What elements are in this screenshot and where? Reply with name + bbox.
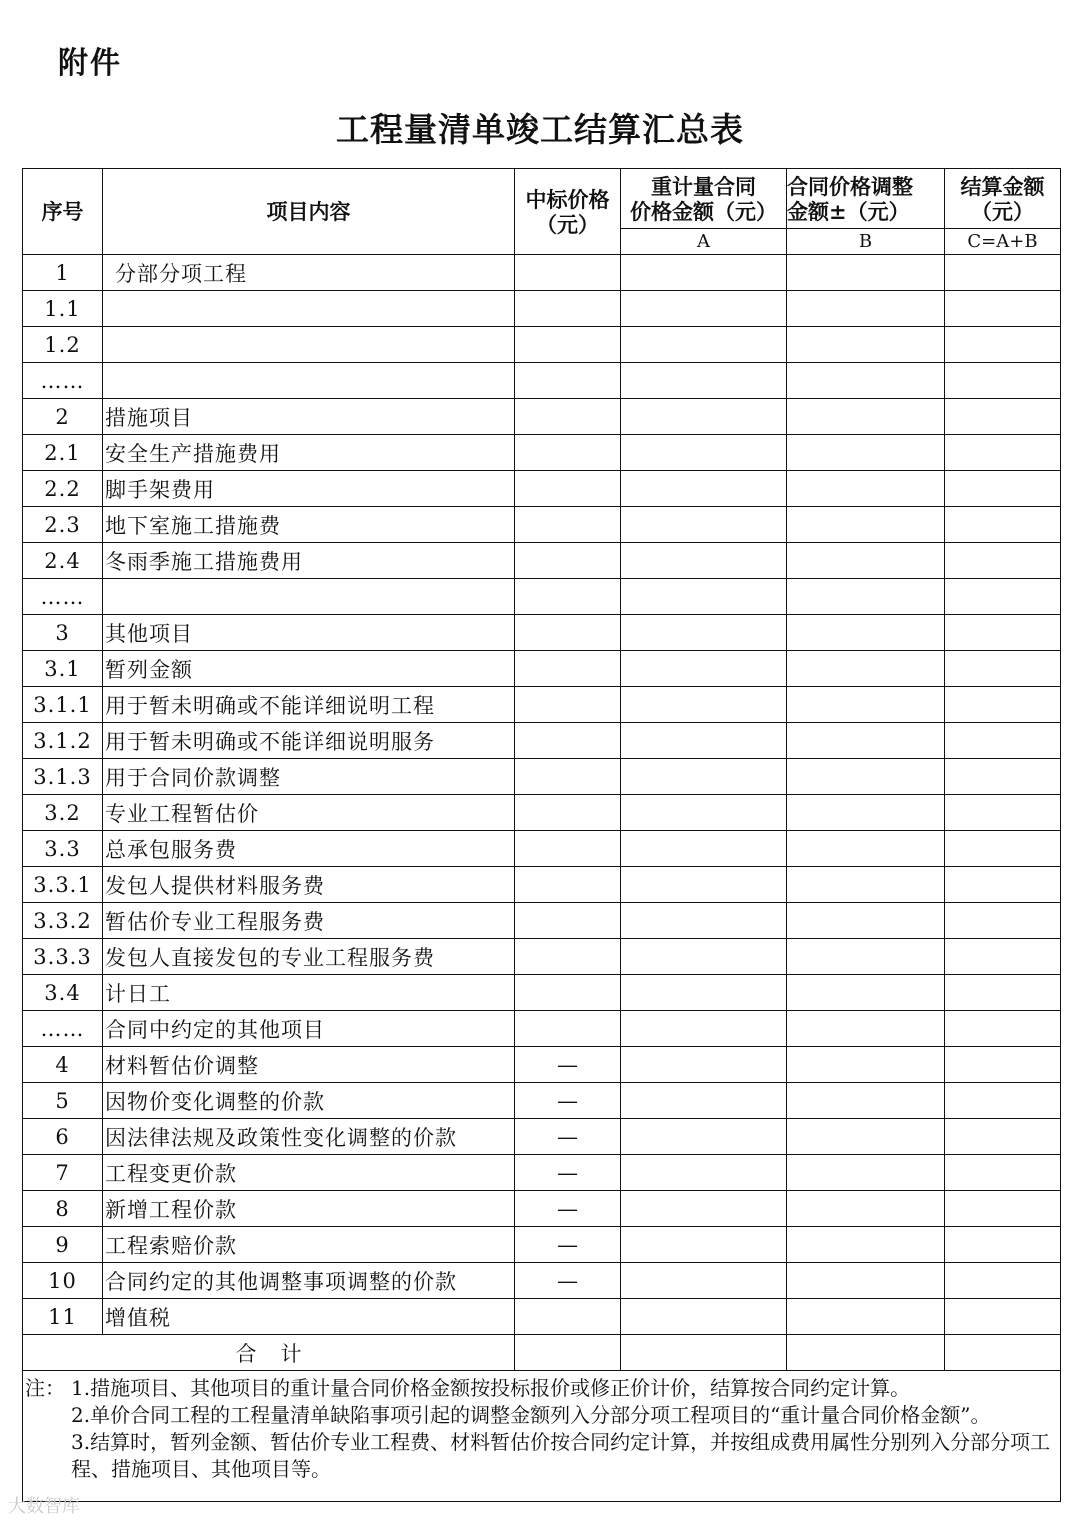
row-seq: 7	[23, 1155, 103, 1191]
row-content: 计日工	[103, 975, 515, 1011]
row-adjust-amount[interactable]	[787, 507, 945, 543]
table-row	[23, 543, 1061, 579]
row-seq: 2	[23, 399, 103, 435]
row-content: 合同中约定的其他项目	[103, 1011, 515, 1047]
row-seq: ……	[23, 579, 103, 615]
row-content: 专业工程暂估价	[103, 795, 515, 831]
notes-cell	[23, 1371, 1061, 1502]
total-b-cell[interactable]	[787, 1335, 945, 1371]
row-content: 其他项目	[103, 615, 515, 651]
row-bid-price[interactable]	[515, 399, 621, 435]
row-adjust-amount[interactable]	[787, 1083, 945, 1119]
row-content: 冬雨季施工措施费用	[103, 543, 515, 579]
row-seq: 6	[23, 1119, 103, 1155]
row-settle-amount[interactable]	[945, 543, 1061, 579]
row-remeasured-amount[interactable]	[621, 1119, 787, 1155]
total-c-cell[interactable]	[945, 1335, 1061, 1371]
row-settle-amount[interactable]	[945, 1191, 1061, 1227]
row-adjust-amount[interactable]	[787, 291, 945, 327]
row-content: 发包人直接发包的专业工程服务费	[103, 939, 515, 975]
row-bid-price[interactable]	[515, 1011, 621, 1047]
note-line-3	[25, 1429, 1058, 1483]
row-content: 发包人提供材料服务费	[103, 867, 515, 903]
table-row	[23, 1299, 1061, 1335]
row-remeasured-amount[interactable]	[621, 687, 787, 723]
row-content: 工程索赔价款	[103, 1227, 515, 1263]
table-body	[23, 255, 1061, 1335]
header-bid-price-line2: （元）	[536, 211, 599, 237]
header-bid-price	[515, 169, 621, 255]
header-bid-price-line1: 中标价格	[525, 186, 610, 212]
settlement-summary-table	[22, 168, 1061, 1502]
row-content	[103, 327, 515, 363]
header-col-a: A	[621, 229, 787, 255]
row-settle-amount[interactable]	[945, 399, 1061, 435]
row-content	[103, 579, 515, 615]
header-adjust-line2: 金额±（元）	[787, 198, 910, 224]
row-seq: 1.1	[23, 291, 103, 327]
row-remeasured-amount[interactable]	[621, 759, 787, 795]
table-row	[23, 507, 1061, 543]
row-adjust-amount[interactable]	[787, 1119, 945, 1155]
row-content: 地下室施工措施费	[103, 507, 515, 543]
row-content: 因物价变化调整的价款	[103, 1083, 515, 1119]
row-adjust-amount[interactable]	[787, 867, 945, 903]
row-settle-amount[interactable]	[945, 363, 1061, 399]
row-content: 暂列金额	[103, 651, 515, 687]
row-settle-amount[interactable]	[945, 723, 1061, 759]
row-content	[103, 291, 515, 327]
row-remeasured-amount[interactable]	[621, 867, 787, 903]
row-seq: 10	[23, 1263, 103, 1299]
row-settle-amount[interactable]	[945, 687, 1061, 723]
row-settle-amount[interactable]	[945, 795, 1061, 831]
row-bid-price[interactable]: —	[515, 1119, 621, 1155]
header-settle-line2: （元）	[971, 198, 1034, 224]
row-settle-amount[interactable]	[945, 759, 1061, 795]
table-row	[23, 579, 1061, 615]
table-row	[23, 327, 1061, 363]
row-content: 用于暂未明确或不能详细说明工程	[103, 687, 515, 723]
table-row	[23, 615, 1061, 651]
table-row	[23, 1155, 1061, 1191]
row-adjust-amount[interactable]	[787, 831, 945, 867]
row-bid-price[interactable]: —	[515, 1191, 621, 1227]
row-seq: 11	[23, 1299, 103, 1335]
row-adjust-amount[interactable]	[787, 471, 945, 507]
row-content: 用于暂未明确或不能详细说明服务	[103, 723, 515, 759]
header-remeasured-line1: 重计量合同	[651, 173, 756, 199]
row-bid-price[interactable]	[515, 579, 621, 615]
table-row	[23, 435, 1061, 471]
row-content: 工程变更价款	[103, 1155, 515, 1191]
row-bid-price[interactable]	[515, 291, 621, 327]
row-settle-amount[interactable]	[945, 1263, 1061, 1299]
row-remeasured-amount[interactable]	[621, 579, 787, 615]
row-adjust-amount[interactable]	[787, 255, 945, 291]
row-seq: 1.2	[23, 327, 103, 363]
header-col-c: C=A+B	[945, 229, 1061, 255]
total-a-cell[interactable]	[621, 1335, 787, 1371]
page-title: 工程量清单竣工结算汇总表	[336, 110, 744, 149]
row-seq: ……	[23, 363, 103, 399]
header-remeasured	[621, 169, 787, 229]
table-row	[23, 471, 1061, 507]
table-row	[23, 867, 1061, 903]
watermark-text: 大数智库	[8, 1496, 80, 1517]
row-content: 合同约定的其他调整事项调整的价款	[103, 1263, 515, 1299]
row-remeasured-amount[interactable]	[621, 1011, 787, 1047]
row-remeasured-amount[interactable]	[621, 327, 787, 363]
row-content: 增值税	[103, 1299, 515, 1335]
row-remeasured-amount[interactable]	[621, 435, 787, 471]
row-seq: 8	[23, 1191, 103, 1227]
row-settle-amount[interactable]	[945, 615, 1061, 651]
row-remeasured-amount[interactable]	[621, 939, 787, 975]
row-seq: 3.1.1	[23, 687, 103, 723]
row-remeasured-amount[interactable]	[621, 1191, 787, 1227]
row-seq: 3.3.1	[23, 867, 103, 903]
row-seq: 9	[23, 1227, 103, 1263]
row-content: 暂估价专业工程服务费	[103, 903, 515, 939]
row-adjust-amount[interactable]	[787, 939, 945, 975]
row-adjust-amount[interactable]	[787, 579, 945, 615]
total-bid-cell[interactable]	[515, 1335, 621, 1371]
header-settle-line1: 结算金额	[960, 173, 1045, 199]
row-remeasured-amount[interactable]	[621, 1047, 787, 1083]
row-remeasured-amount[interactable]	[621, 471, 787, 507]
row-settle-amount[interactable]	[945, 579, 1061, 615]
row-remeasured-amount[interactable]	[621, 291, 787, 327]
row-seq: 3.1.2	[23, 723, 103, 759]
table-row	[23, 363, 1061, 399]
row-adjust-amount[interactable]	[787, 1191, 945, 1227]
row-remeasured-amount[interactable]	[621, 399, 787, 435]
row-settle-amount[interactable]	[945, 327, 1061, 363]
table-row	[23, 939, 1061, 975]
row-adjust-amount[interactable]	[787, 327, 945, 363]
row-settle-amount[interactable]	[945, 1083, 1061, 1119]
row-settle-amount[interactable]	[945, 903, 1061, 939]
row-seq: 3.2	[23, 795, 103, 831]
table-row	[23, 831, 1061, 867]
row-bid-price[interactable]	[515, 255, 621, 291]
row-settle-amount[interactable]	[945, 867, 1061, 903]
row-settle-amount[interactable]	[945, 651, 1061, 687]
row-remeasured-amount[interactable]	[621, 975, 787, 1011]
row-bid-price[interactable]	[515, 651, 621, 687]
row-content: 措施项目	[103, 399, 515, 435]
row-adjust-amount[interactable]	[787, 1155, 945, 1191]
header-adjust	[787, 169, 945, 229]
row-remeasured-amount[interactable]	[621, 795, 787, 831]
row-content: 分部分项工程	[103, 255, 515, 291]
row-remeasured-amount[interactable]	[621, 615, 787, 651]
row-remeasured-amount[interactable]	[621, 651, 787, 687]
row-seq: 2.1	[23, 435, 103, 471]
header-settle	[945, 169, 1061, 229]
row-remeasured-amount[interactable]	[621, 255, 787, 291]
row-seq: 2.3	[23, 507, 103, 543]
row-seq: 3.3.3	[23, 939, 103, 975]
row-seq: 3.1	[23, 651, 103, 687]
row-adjust-amount[interactable]	[787, 363, 945, 399]
row-seq: 3.3.2	[23, 903, 103, 939]
note-text-2: 2.单价合同工程的工程量清单缺陷事项引起的调整金额列入分部分项工程项目的“重计量合同价格金额”。	[71, 1403, 991, 1427]
row-adjust-amount[interactable]	[787, 651, 945, 687]
table-row	[23, 1119, 1061, 1155]
table-row	[23, 975, 1061, 1011]
row-bid-price[interactable]	[515, 435, 621, 471]
row-content: 脚手架费用	[103, 471, 515, 507]
row-adjust-amount[interactable]	[787, 1047, 945, 1083]
row-remeasured-amount[interactable]	[621, 1227, 787, 1263]
row-bid-price[interactable]	[515, 939, 621, 975]
row-adjust-amount[interactable]	[787, 543, 945, 579]
row-adjust-amount[interactable]	[787, 723, 945, 759]
row-remeasured-amount[interactable]	[621, 903, 787, 939]
row-settle-amount[interactable]	[945, 1299, 1061, 1335]
row-seq: 1	[23, 255, 103, 291]
row-settle-amount[interactable]	[945, 435, 1061, 471]
table-row	[23, 903, 1061, 939]
row-content: 安全生产措施费用	[103, 435, 515, 471]
row-remeasured-amount[interactable]	[621, 1083, 787, 1119]
table-row	[23, 291, 1061, 327]
table-row	[23, 1083, 1061, 1119]
note-text-3: 3.结算时，暂列金额、暂估价专业工程费、材料暂估价按合同约定计算，并按组成费用属性分别列入分部分项工程、措施项目、其他项目等。	[71, 1430, 1051, 1481]
table-row	[23, 1263, 1061, 1299]
row-bid-price[interactable]	[515, 903, 621, 939]
row-bid-price[interactable]: —	[515, 1083, 621, 1119]
row-remeasured-amount[interactable]	[621, 831, 787, 867]
row-adjust-amount[interactable]	[787, 1011, 945, 1047]
table-row	[23, 723, 1061, 759]
row-bid-price[interactable]	[515, 687, 621, 723]
table-row	[23, 1047, 1061, 1083]
table-row	[23, 1191, 1061, 1227]
header-content: 项目内容	[103, 169, 515, 255]
header-col-b: B	[787, 229, 945, 255]
row-seq: 3.3	[23, 831, 103, 867]
row-settle-amount[interactable]	[945, 1047, 1061, 1083]
table-row	[23, 795, 1061, 831]
attachment-label: 附件	[58, 46, 122, 81]
note-line-2	[25, 1402, 1058, 1429]
total-label: 合计	[23, 1335, 515, 1371]
row-settle-amount[interactable]	[945, 939, 1061, 975]
row-seq: 2.2	[23, 471, 103, 507]
row-settle-amount[interactable]	[945, 1119, 1061, 1155]
row-content: 新增工程价款	[103, 1191, 515, 1227]
row-seq: 4	[23, 1047, 103, 1083]
row-bid-price[interactable]	[515, 543, 621, 579]
row-content: 用于合同价款调整	[103, 759, 515, 795]
row-bid-price[interactable]	[515, 975, 621, 1011]
row-adjust-amount[interactable]	[787, 687, 945, 723]
row-bid-price[interactable]: —	[515, 1047, 621, 1083]
row-bid-price[interactable]	[515, 759, 621, 795]
row-seq: ……	[23, 1011, 103, 1047]
row-settle-amount[interactable]	[945, 291, 1061, 327]
row-remeasured-amount[interactable]	[621, 543, 787, 579]
row-seq: 3.1.3	[23, 759, 103, 795]
row-content	[103, 363, 515, 399]
row-remeasured-amount[interactable]	[621, 1155, 787, 1191]
note-line-1	[25, 1375, 1058, 1402]
table-row	[23, 759, 1061, 795]
row-adjust-amount[interactable]	[787, 759, 945, 795]
row-settle-amount[interactable]	[945, 1011, 1061, 1047]
row-content: 总承包服务费	[103, 831, 515, 867]
row-seq: 2.4	[23, 543, 103, 579]
row-adjust-amount[interactable]	[787, 435, 945, 471]
row-settle-amount[interactable]	[945, 507, 1061, 543]
header-adjust-line1: 合同价格调整	[787, 173, 913, 199]
row-adjust-amount[interactable]	[787, 975, 945, 1011]
row-bid-price[interactable]	[515, 471, 621, 507]
row-adjust-amount[interactable]	[787, 615, 945, 651]
row-adjust-amount[interactable]	[787, 903, 945, 939]
row-bid-price[interactable]	[515, 795, 621, 831]
row-bid-price[interactable]: —	[515, 1263, 621, 1299]
row-settle-amount[interactable]	[945, 975, 1061, 1011]
row-bid-price[interactable]	[515, 327, 621, 363]
row-settle-amount[interactable]	[945, 255, 1061, 291]
row-remeasured-amount[interactable]	[621, 363, 787, 399]
row-seq: 3	[23, 615, 103, 651]
row-bid-price[interactable]: —	[515, 1227, 621, 1263]
table-row	[23, 255, 1061, 291]
row-adjust-amount[interactable]	[787, 1227, 945, 1263]
row-adjust-amount[interactable]	[787, 1263, 945, 1299]
table-row	[23, 1227, 1061, 1263]
header-remeasured-line2: 价格金额（元）	[630, 198, 777, 224]
row-content: 因法律法规及政策性变化调整的价款	[103, 1119, 515, 1155]
row-bid-price[interactable]	[515, 867, 621, 903]
row-bid-price[interactable]	[515, 831, 621, 867]
row-bid-price[interactable]	[515, 615, 621, 651]
row-remeasured-amount[interactable]	[621, 1299, 787, 1335]
header-seq: 序号	[23, 169, 103, 255]
row-settle-amount[interactable]	[945, 1227, 1061, 1263]
row-bid-price[interactable]: —	[515, 1155, 621, 1191]
table-row	[23, 1011, 1061, 1047]
table-row	[23, 651, 1061, 687]
row-content: 材料暂估价调整	[103, 1047, 515, 1083]
row-settle-amount[interactable]	[945, 831, 1061, 867]
note-text-1: 1.措施项目、其他项目的重计量合同价格金额按投标报价或修正价计价，结算按合同约定计算。	[71, 1376, 911, 1400]
row-bid-price[interactable]	[515, 723, 621, 759]
table-row	[23, 399, 1061, 435]
row-seq: 5	[23, 1083, 103, 1119]
row-bid-price[interactable]	[515, 363, 621, 399]
row-adjust-amount[interactable]	[787, 1299, 945, 1335]
row-bid-price[interactable]	[515, 1299, 621, 1335]
table-row	[23, 687, 1061, 723]
row-remeasured-amount[interactable]	[621, 507, 787, 543]
row-remeasured-amount[interactable]	[621, 723, 787, 759]
row-settle-amount[interactable]	[945, 471, 1061, 507]
row-adjust-amount[interactable]	[787, 399, 945, 435]
row-adjust-amount[interactable]	[787, 795, 945, 831]
row-remeasured-amount[interactable]	[621, 1263, 787, 1299]
row-seq: 3.4	[23, 975, 103, 1011]
row-settle-amount[interactable]	[945, 1155, 1061, 1191]
note-prefix: 注：	[25, 1376, 65, 1400]
row-bid-price[interactable]	[515, 507, 621, 543]
